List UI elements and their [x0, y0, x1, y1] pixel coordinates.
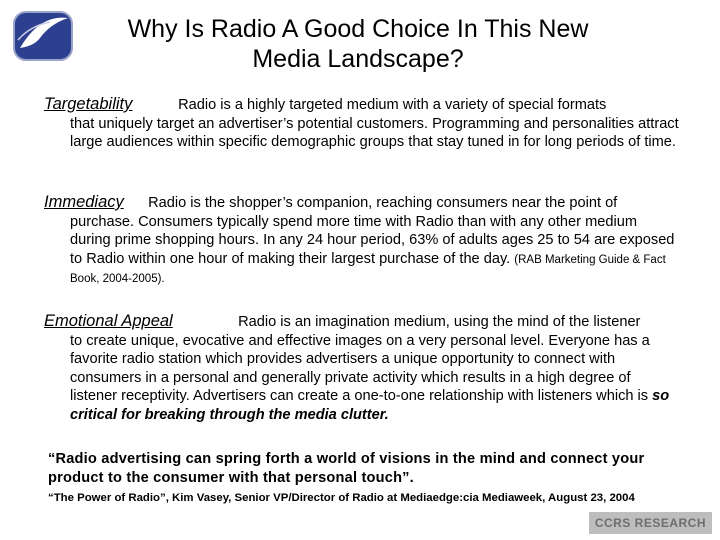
section-targetability [44, 95, 694, 152]
title-line-2: Media Landscape? [252, 45, 464, 73]
title-line-1: Why Is Radio A Good Choice In This New [127, 15, 589, 43]
page-title [78, 14, 638, 74]
section-term: Immediacy [44, 193, 124, 211]
citation: (RAB Marketing Guide & Fact Book, 2004-2005). [70, 253, 666, 285]
section-lead: Radio is the shopper’s companion, reaching consumers near the point of [148, 195, 618, 211]
emphasis-text: so critical for breaking through the media clutter. [70, 388, 670, 423]
pull-quote: “Radio advertising can spring forth a world of visions in the mind and connect your product to the consumer with that personal touch”. [48, 451, 645, 486]
company-logo [10, 8, 76, 64]
section-body: that uniquely target an advertiser’s potential customers. Programming and personalities attract large audiences within specific demographic groups that stay tuned in for long periods of time. [70, 115, 679, 150]
section-body [70, 213, 680, 289]
section-body [70, 332, 680, 425]
section-lead: Radio is an imagination medium, using the mind of the listener [238, 314, 641, 330]
section-body-text: purchase. Consumers typically spend more time with Radio than with any other medium during prime shopping hours. In any 24 hour period, 63% of adults ages 25 to 54 are exposed to Radio within one hour of making their largest purchase of the day. [70, 213, 675, 267]
logo-emblem-icon [10, 8, 76, 64]
section-term: Targetability [44, 95, 133, 113]
section-lead: Radio is a highly targeted medium with a variety of special formats [178, 97, 607, 113]
section-immediacy [44, 193, 694, 289]
brand-watermark: CCRS RESEARCH [589, 512, 712, 534]
quote-attribution: “The Power of Radio”, Kim Vasey, Senior VP/Director of Radio at Mediaedge:cia Mediaweek, August 23, 2004 [48, 492, 635, 504]
section-emotional-appeal [44, 312, 694, 424]
section-body-text: to create unique, evocative and effective images on a very personal level. Everyone has a favorite radio station which provides advertisers a unique opportunity to connect with consumers in a personal and generally private activity which results in a high degree of listener receptivity. Advertisers can create a one-to-one relationship with listeners which is [70, 332, 650, 404]
section-term: Emotional Appeal [44, 312, 173, 330]
